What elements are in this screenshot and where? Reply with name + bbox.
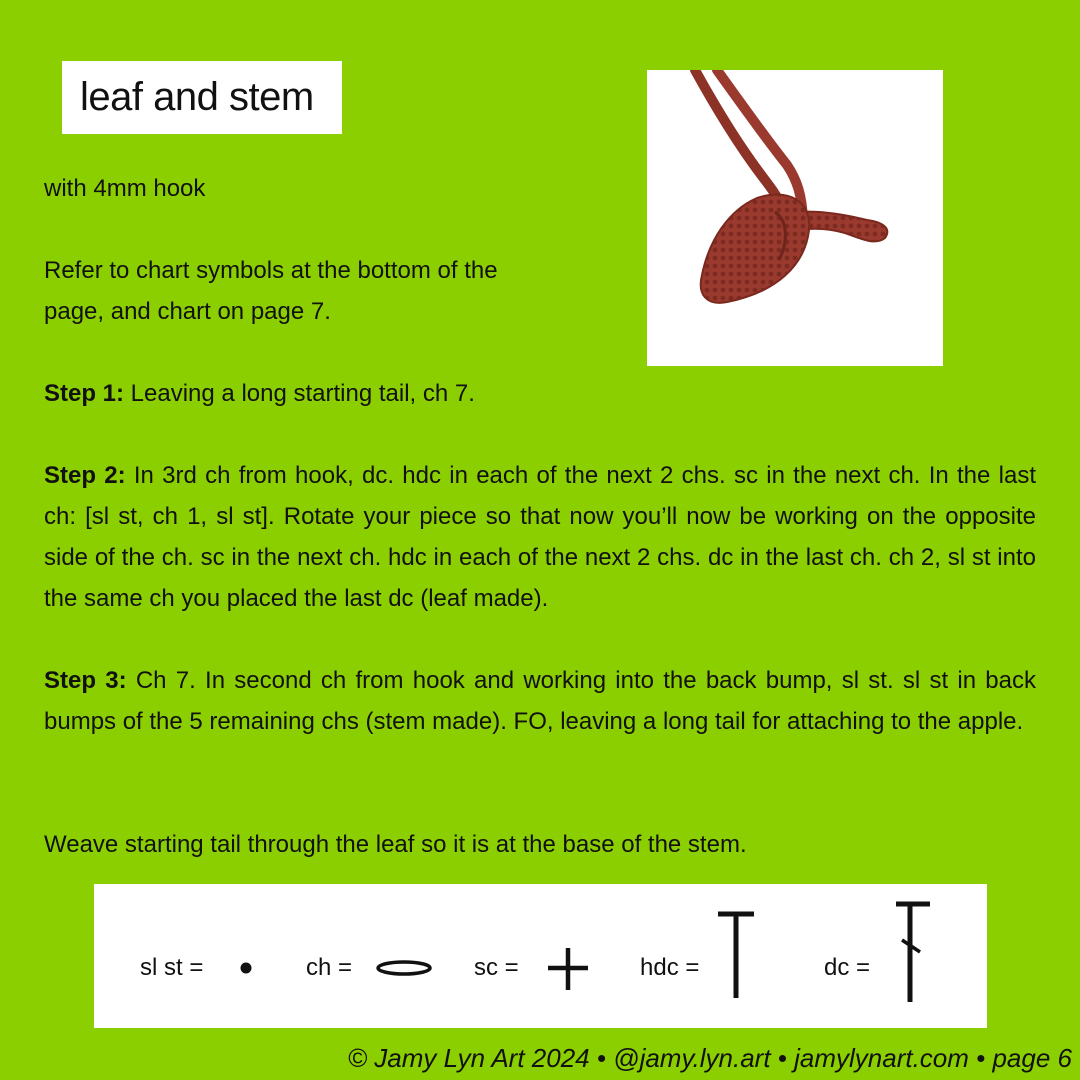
step-2-text: In 3rd ch from hook, dc. hdc in each of the next 2 chs. sc in the next ch. In the last ch: [sl st, ch 1, sl st]. Rotate your piece so that now you’ll now be working on the opposite side of the ch. sc in the next ch. hdc in each of the next 2 chs. dc in the last ch. ch 2, sl st into the same ch you placed the last dc (leaf made). bbox=[44, 462, 1036, 612]
step-2 bbox=[44, 455, 1036, 619]
step-1-text: Leaving a long starting tail, ch 7. bbox=[124, 380, 475, 407]
step-3-text: Ch 7. In second ch from hook and working into the back bump, sl st. sl st in back bumps of the 5 remaining chs (stem made). FO, leaving a long tail for attaching to the apple. bbox=[44, 667, 1036, 735]
weave-note: Weave starting tail through the leaf so it is at the base of the stem. bbox=[44, 831, 747, 858]
title-box bbox=[62, 61, 342, 134]
chart-symbol-legend bbox=[94, 884, 987, 1028]
crochet-leaf-photo bbox=[647, 70, 943, 366]
step-2-label: Step 2: bbox=[44, 462, 126, 489]
refer-note bbox=[44, 250, 498, 332]
step-3 bbox=[44, 660, 1036, 742]
legend-label-ch: ch = bbox=[306, 954, 353, 981]
legend-label-sc: sc = bbox=[474, 954, 519, 981]
footer-credit: © Jamy Lyn Art 2024 • @jamy.lyn.art • jamylynart.com • page 6 bbox=[347, 1043, 1072, 1073]
leaf-stem-illustration bbox=[647, 70, 943, 366]
page-title: leaf and stem bbox=[80, 75, 314, 119]
hook-note: with 4mm hook bbox=[44, 175, 206, 202]
refer-line-2: page, and chart on page 7. bbox=[44, 298, 331, 325]
step-1 bbox=[44, 373, 475, 414]
step-1-label: Step 1: bbox=[44, 380, 125, 407]
double-crochet-t-slash-icon bbox=[892, 900, 936, 1004]
single-crochet-plus-icon bbox=[546, 946, 590, 992]
step-3-label: Step 3: bbox=[44, 667, 127, 694]
half-double-crochet-t-icon bbox=[714, 910, 758, 1000]
legend-label-sl-st: sl st = bbox=[140, 954, 204, 981]
chain-oval-icon bbox=[374, 958, 434, 978]
legend-label-hdc: hdc = bbox=[640, 954, 700, 981]
legend-label-dc: dc = bbox=[824, 954, 871, 981]
refer-line-1: Refer to chart symbols at the bottom of the bbox=[44, 257, 498, 284]
slip-stitch-dot-icon bbox=[238, 960, 254, 976]
